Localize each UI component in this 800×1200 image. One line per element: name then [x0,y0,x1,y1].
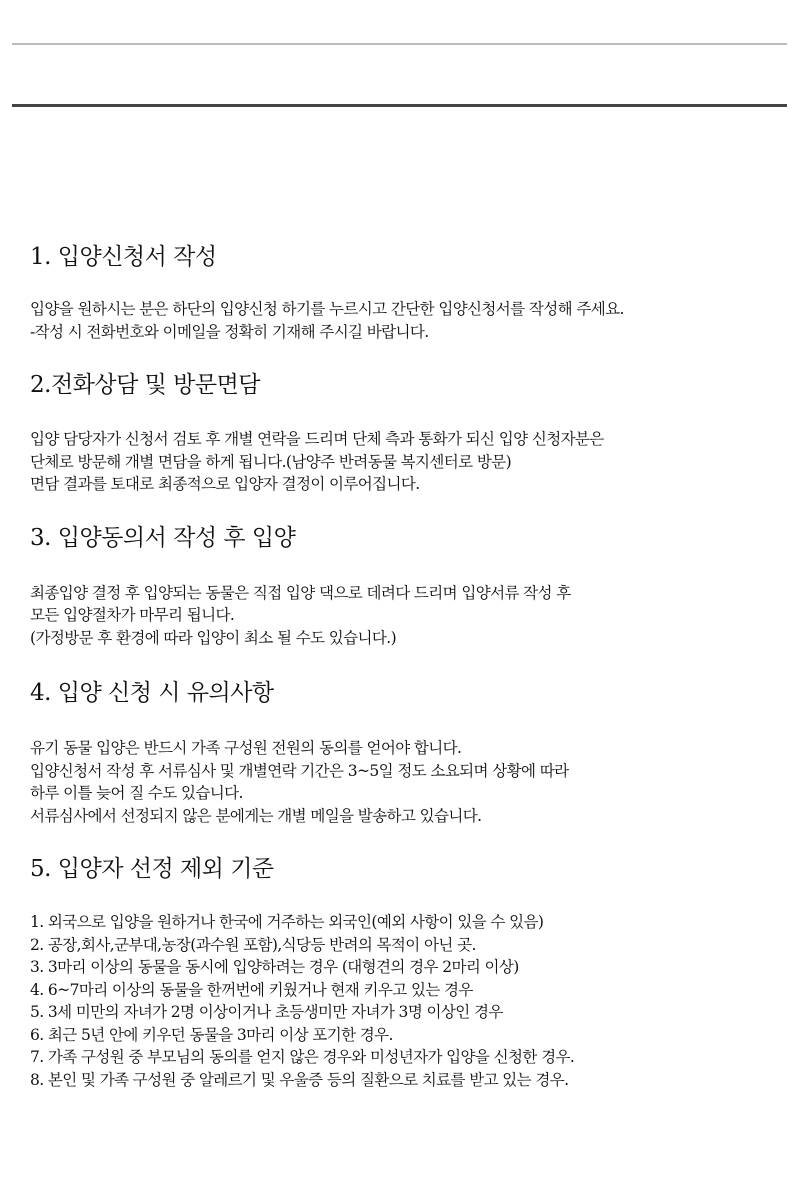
section-application-form [30,240,790,343]
list-item: 5. 3세 미만의 자녀가 2명 이상이거나 초등생미만 자녀가 3명 이상인 경우 [30,1003,503,1021]
section-body [30,582,790,650]
section-title: 2.전화상담 및 방문면담 [30,372,261,398]
section-body [30,737,790,827]
section-title: 5. 입양자 선정 제외 기준 [30,856,274,882]
body-line: 최종입양 결정 후 입양되는 동물은 직접 입양 댁으로 데려다 드리며 입양서류 작성 후 [30,583,571,602]
body-line: 입양 담당자가 신청서 검토 후 개별 연락을 드리며 단체 측과 통화가 되신 입양 신청자분은 [30,430,604,448]
body-line: 단체로 방문해 개별 면담을 하게 됩니다.(남양주 반려동물 복지센터로 방문) [30,452,512,471]
body-line: 하루 이틀 늦어 질 수도 있습니다. [30,784,243,802]
list-item: 8. 본인 및 가족 구성원 중 알레르기 및 우울증 등의 질환으로 치료를 받고 있는 경우. [30,1070,569,1089]
body-line: 서류심사에서 선정되지 않은 분에게는 개별 메일을 발송하고 있습니다. [30,806,482,825]
section-consent-and-adoption [30,521,790,650]
list-item: 4. 6~7마리 이상의 동물을 한꺼번에 키웠거나 현재 키우고 있는 경우 [30,980,473,999]
body-line: 면담 결과를 토대로 최종적으로 입양자 결정이 이루어집니다. [30,475,420,493]
body-line: -작성 시 전화번호와 이메일을 정확히 기재해 주시길 바랍니다. [30,322,429,341]
criteria-list [30,911,790,1091]
list-item: 3. 3마리 이상의 동물을 동시에 입양하려는 경우 (대형견의 경우 2마리 이상) [30,958,519,976]
body-line: (가정방문 후 환경에 따라 입양이 최소 될 수도 있습니다.) [30,628,397,647]
header-divider [12,104,787,107]
section-precautions [30,676,790,827]
top-divider [12,43,787,45]
section-title: 3. 입양동의서 작성 후 입양 [30,524,296,551]
list-item: 7. 가족 구성원 중 부모님의 동의를 얻지 않은 경우와 미성년자가 입양을 신청한 경우. [30,1048,575,1066]
list-item: 2. 공장,회사,군부대,농장(과수원 포함),식당등 반려의 목적이 아닌 곳. [30,935,476,954]
body-line: 유기 동물 입양은 반드시 가족 구성원 전원의 동의를 얻어야 합니다. [30,739,462,757]
section-body [30,428,790,496]
section-title: 1. 입양신청서 작성 [30,244,217,270]
section-body [30,298,790,343]
body-line: 입양신청서 작성 후 서류심사 및 개별연락 기간은 3~5일 정도 소요되며 상황에 따라 [30,761,569,780]
adoption-guide [30,240,790,1091]
section-title: 4. 입양 신청 시 유의사항 [30,680,274,706]
list-item: 6. 최근 5년 안에 키우던 동물을 3마리 이상 포기한 경우. [30,1025,393,1044]
section-exclusion-criteria [30,852,790,1091]
section-phone-visit-interview [30,368,790,496]
body-line: 모든 입양절차가 마무리 됩니다. [30,606,235,624]
body-line: 입양을 원하시는 분은 하단의 입양신청 하기를 누르시고 간단한 입양신청서를 작성해 주세요. [30,300,624,318]
list-item: 1. 외국으로 입양을 원하거나 한국에 거주하는 외국인(예외 사항이 있을 수 있음) [30,913,544,931]
